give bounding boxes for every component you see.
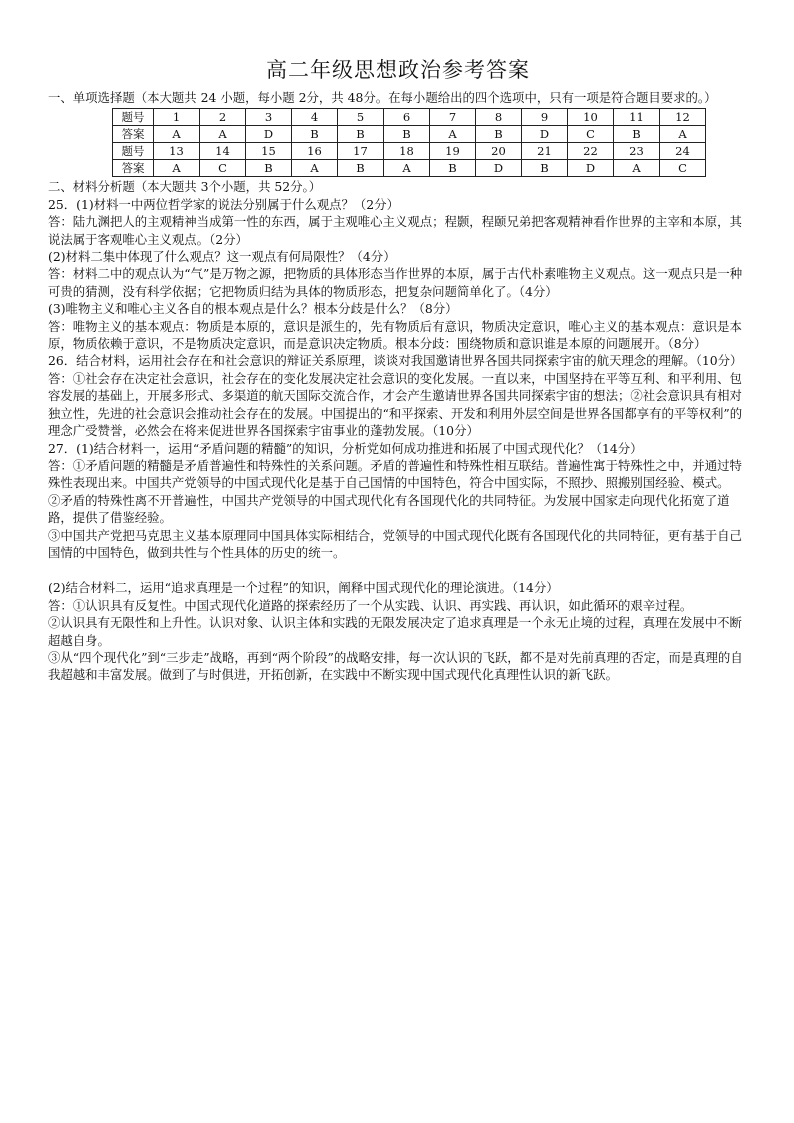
table-row <box>113 126 706 143</box>
table-cell: 10 <box>568 109 614 126</box>
table-cell: C <box>200 160 246 177</box>
table-cell: 18 <box>384 143 430 160</box>
table-cell: 2 <box>200 109 246 126</box>
section1-header: 一、单项选择题（本大题共 24 小题，每小题 2分，共 48分。在每小题给出的四个选项中，只有一项是符合题目要求的。） <box>48 90 717 105</box>
table-row <box>113 109 706 126</box>
table-cell: C <box>660 160 706 177</box>
question-25-2: (2)材料二集中体现了什么观点？这一观点有何局限性？（4分） <box>48 249 396 265</box>
page-title: 高二年级思想政治参考答案 <box>266 58 530 82</box>
row-label: 题号 <box>113 109 154 126</box>
table-row <box>113 143 706 160</box>
answer-25-1: 答：陆九渊把人的主观精神当成第一性的东西，属于主观唯心主义观点；程颢，程颐兄弟把客观精神看作世界的主宰和本原，其说法属于客观唯心主义观点。（2分） <box>48 214 742 247</box>
section2-header: 二、材料分析题（本大题共 3个小题，共 52分。） <box>48 179 322 195</box>
answer-27-1-a: 答：①矛盾问题的精髓是矛盾普遍性和特殊性的关系问题。矛盾的普遍性和特殊性相互联结。普遍性寓于特殊性之中，并通过特殊性表现出来。中国共产党领导的中国式现代化是基于自己国情的中国特色，符合中国实际，不照抄、照搬别国经验、模式。 <box>48 457 742 491</box>
table-cell: 6 <box>384 109 430 126</box>
table-cell: 4 <box>292 109 338 126</box>
answer-27-2-b: ②认识具有无限性和上升性。认识对象、认识主体和实践的无限发展决定了追求真理是一个永无止境的过程，真理在发展中不断超越自身。 <box>48 615 742 648</box>
row-label: 答案 <box>113 126 154 143</box>
table-cell: 1 <box>154 109 200 126</box>
table-cell: A <box>292 160 338 177</box>
table-cell: D <box>246 126 292 143</box>
table-cell: 21 <box>522 143 568 160</box>
table-cell: B <box>614 126 660 143</box>
table-cell: A <box>154 126 200 143</box>
table-cell: A <box>200 126 246 143</box>
answer-table <box>112 108 706 177</box>
question-26: 26．结合材料，运用社会存在和社会意识的辩证关系原理，谈谈对我国邀请世界各国共同探索宇宙的航天理念的理解。（10分） <box>48 353 743 369</box>
table-cell: D <box>522 126 568 143</box>
table-row <box>113 160 706 177</box>
answer-27-1-c: ③中国共产党把马克思主义基本原理同中国具体实际相结合，党领导的中国式现代化既有各国现代化的共同特征，更有基于自己国情的中国特色，做到共性与个性具体的历史的统一。 <box>48 527 742 560</box>
table-cell: C <box>568 126 614 143</box>
row-label: 题号 <box>113 143 154 160</box>
table-cell: 16 <box>292 143 338 160</box>
table-cell: A <box>384 160 430 177</box>
row-label: 答案 <box>113 160 154 177</box>
answer-26: 答：①社会存在决定社会意识，社会存在的变化发展决定社会意识的变化发展。一直以来，中国坚持在平等互利、和平利用、包容发展的基础上，开展多形式、多渠道的航天国际交流合作，才会产生邀请世界各国共同探索宇宙的想法；②社会意识具有相对独立性，先进的社会意识会推动社会存在的发展。中国提出的“和平探索、开发和利用外层空间是世界各国都享有的平等权利”的理念广受赞誉，必然会在将来促进世界各国探索宇宙事业的蓬勃发展。（10分） <box>48 370 743 439</box>
answer-27-1-b: ②矛盾的特殊性离不开普遍性，中国共产党领导的中国式现代化有各国现代化的共同特征。为发展中国家走向现代化拓宽了道路，提供了借鉴经验。 <box>48 492 730 526</box>
table-cell: 11 <box>614 109 660 126</box>
table-cell: 13 <box>154 143 200 160</box>
answer-25-2: 答：材料二中的观点认为“气”是万物之源，把物质的具体形态当作世界的本原，属于古代朴素唯物主义观点。这一观点只是一种可贵的猜测，没有科学依据；它把物质归结为具体的物质形态，把复杂问题简单化了。（4分） <box>48 266 743 299</box>
table-cell: 24 <box>660 143 706 160</box>
table-cell: 22 <box>568 143 614 160</box>
table-cell: 9 <box>522 109 568 126</box>
table-cell: 5 <box>338 109 384 126</box>
table-cell: 3 <box>246 109 292 126</box>
table-cell: B <box>522 160 568 177</box>
question-25-1: 25．(1)材料一中两位哲学家的说法分别属于什么观点？（2分） <box>48 196 399 212</box>
table-cell: A <box>614 160 660 177</box>
table-cell: A <box>660 126 706 143</box>
table-cell: B <box>430 160 476 177</box>
answer-25-3: 答：唯物主义的基本观点：物质是本原的，意识是派生的，先有物质后有意识，物质决定意识，唯心主义的基本观点：意识是本原，物质依赖于意识，不是物质决定意识，而是意识决定物质。根本分歧：围绕物质和意识谁是本原的问题展开。（8分） <box>48 318 742 352</box>
table-cell: D <box>568 160 614 177</box>
table-cell: B <box>292 126 338 143</box>
table-cell: D <box>476 160 522 177</box>
question-27-1: 27．(1)结合材料一，运用“矛盾问题的精髓”的知识，分析党如何成功推进和拓展了中国式现代化？（14分） <box>48 440 643 456</box>
table-cell: 12 <box>660 109 706 126</box>
table-cell: A <box>154 160 200 177</box>
table-cell: 23 <box>614 143 660 160</box>
table-cell: 8 <box>476 109 522 126</box>
table-cell: 19 <box>430 143 476 160</box>
answer-sheet <box>48 0 748 684</box>
table-cell: 17 <box>338 143 384 160</box>
table-cell: A <box>430 126 476 143</box>
table-cell: 20 <box>476 143 522 160</box>
table-cell: 15 <box>246 143 292 160</box>
answer-27-2-c: ③从“四个现代化”到“三步走”战略，再到“两个阶段”的战略安排，每一次认识的飞跃，都不是对先前真理的否定，而是真理的自我超越和丰富发展。做到了与时俱进，开拓创新，在实践中不断实现中国式现代化真理性认识的新飞跃。 <box>48 649 743 683</box>
table-cell: B <box>338 160 384 177</box>
answer-27-2-a: 答：①认识具有反复性。中国式现代化道路的探索经历了一个从实践、认识、再实践、再认识，如此循环的艰辛过程。 <box>48 597 693 613</box>
table-cell: B <box>338 126 384 143</box>
table-cell: 7 <box>430 109 476 126</box>
table-cell: B <box>384 126 430 143</box>
table-cell: B <box>246 160 292 177</box>
question-27-2: (2)结合材料二，运用“追求真理是一个过程”的知识，阐释中国式现代化的理论演进。（14分） <box>48 580 559 596</box>
table-cell: B <box>476 126 522 143</box>
question-25-3: (3)唯物主义和唯心主义各自的根本观点是什么？根本分歧是什么？（8分） <box>48 301 458 317</box>
spacer <box>48 561 748 579</box>
table-cell: 14 <box>200 143 246 160</box>
